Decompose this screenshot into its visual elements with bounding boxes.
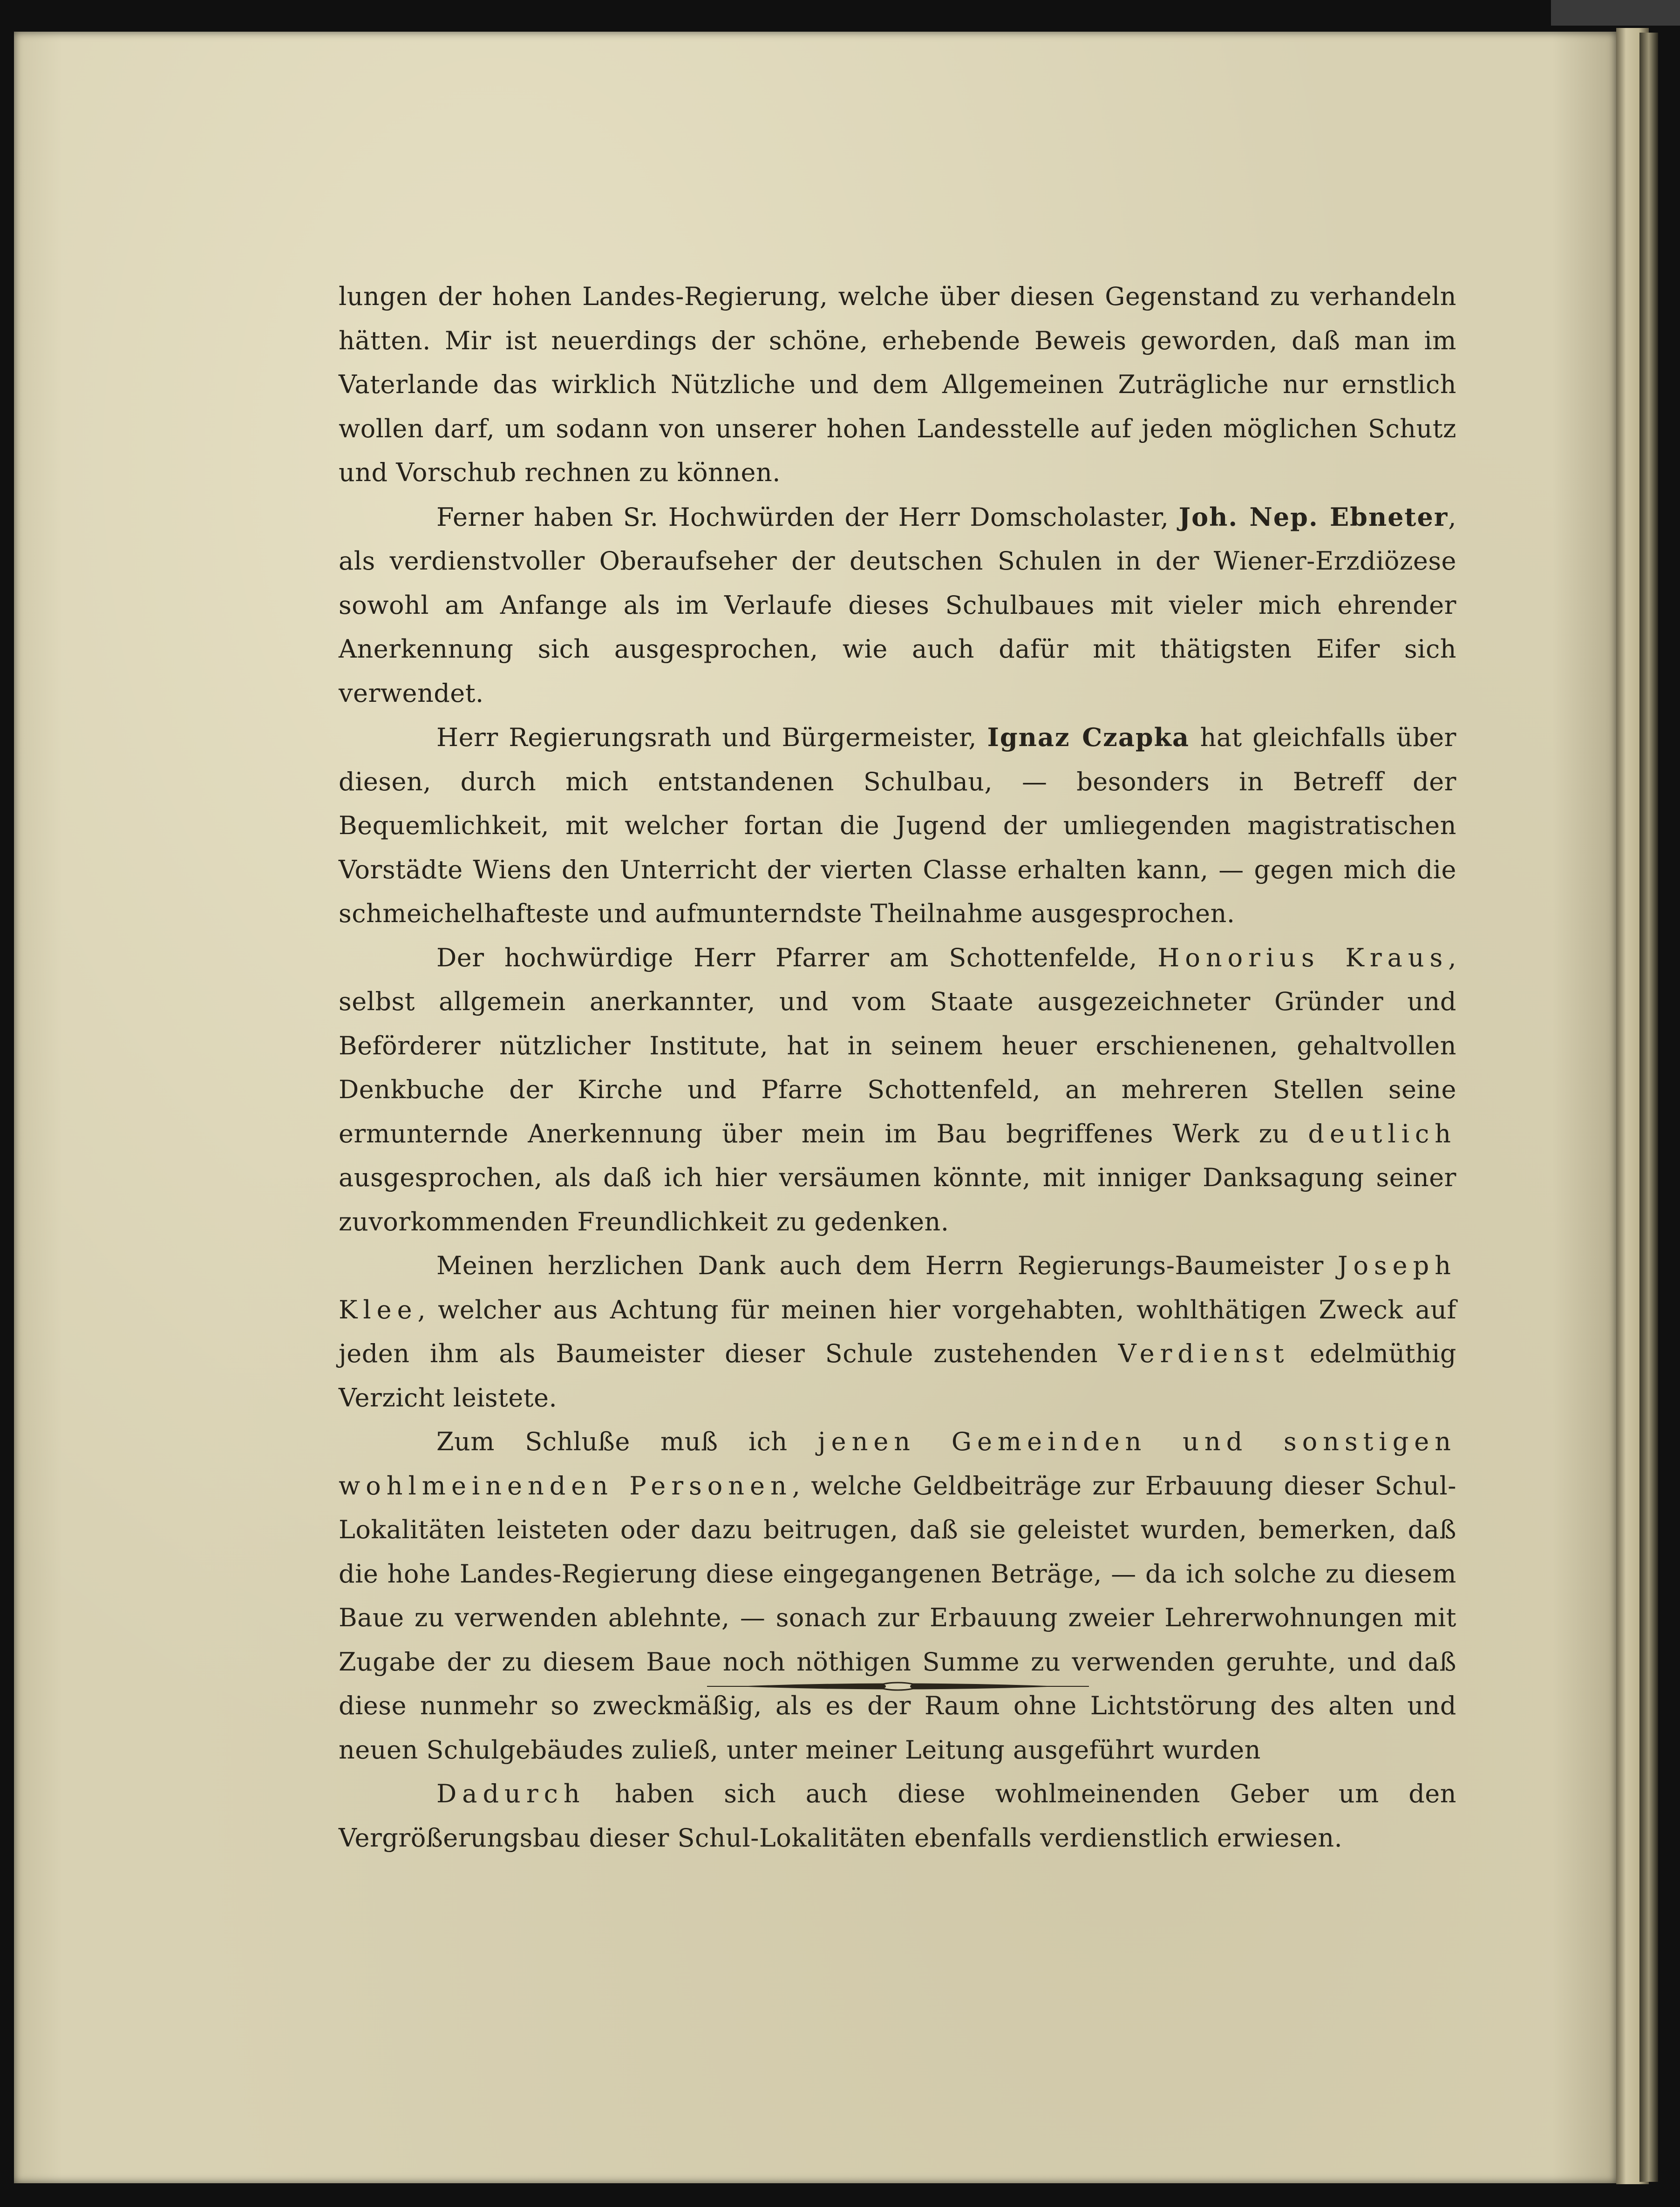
emphasis-deutlich: deutlich	[1308, 1119, 1456, 1148]
body-text	[339, 275, 1456, 1860]
paragraph-3	[339, 715, 1456, 936]
paragraph-5	[339, 1244, 1456, 1420]
paragraph-4-text-start: Der hochwürdige Herr Pfarrer am Schottenfelde,	[436, 943, 1158, 972]
book-spine-edge	[1639, 33, 1658, 2182]
name-kraus: Honorius Kraus	[1157, 943, 1449, 972]
ornamental-rule-left-knot	[873, 1684, 886, 1689]
emphasis-verdienst: Verdienst	[1118, 1339, 1290, 1368]
name-ebneter: Joh. Nep. Ebneter	[1178, 502, 1449, 532]
paragraph-7-text-end: haben sich auch diese wohlmeinenden Geber um den Vergrößerungsbau dieser Schul-Lokalitäten ebenfalls verdienstlich erwiesen.	[339, 1779, 1456, 1853]
paragraph-2-text-start: Ferner haben Sr. Hochwürden der Herr Domscholaster,	[436, 502, 1179, 532]
emphasis-gemeinden: jenen Gemeinden und sonstigen wohlmeinenden Personen	[339, 1427, 1456, 1501]
paragraph-1-text: lungen der hohen Landes-Regierung, welche über diesen Gegenstand zu verhandeln hätten. Mir ist neuerdings der schöne, erhebende Beweis geworden, daß man im Vaterlande das wirklich Nützliche und dem Allgemeinen Zuträgliche nur ernstlich wollen darf, um sodann von unserer hohen Landesstelle auf jeden möglichen Schutz und Vorschub rechnen zu können.	[339, 282, 1456, 487]
paragraph-4-text-end: ausgesprochen, als daß ich hier versäumen könnte, mit inniger Danksagung seiner zuvorkommenden Freundlichkeit zu gedenken.	[339, 1163, 1456, 1236]
name-klee: Joseph Klee	[339, 1251, 1456, 1324]
ornamental-rule-right-knot	[910, 1684, 923, 1689]
ornamental-rule	[707, 1679, 1089, 1693]
paragraph-7	[339, 1772, 1456, 1860]
paragraph-2	[339, 495, 1456, 716]
paragraph-6-text-start: Zum Schluße muß ich	[436, 1427, 818, 1456]
name-czapka: Ignaz Czapka	[987, 722, 1190, 752]
paragraph-4	[339, 936, 1456, 1244]
paragraph-4-text-middle: , selbst allgemein anerkannter, und vom Staate ausgezeichneter Gründer und Beförderer nützlicher Institute, hat in seinem heuer erschienenen, gehaltvollen Denkbuche der Kirche und Pfarre Schottenfeld, an mehreren Stellen seine ermunternde Anerkennung über mein im Bau begriffenes Werk zu	[339, 943, 1456, 1148]
paragraph-5-text-middle: , welcher aus Achtung für meinen hier vorgehabten, wohlthätigen Zweck auf jeden ihm als Baumeister dieser Schule zustehenden	[339, 1295, 1456, 1368]
emphasis-dadurch: Dadurch	[436, 1779, 585, 1808]
paragraph-5-text-end: edelmüthig Verzicht leistete.	[339, 1339, 1457, 1412]
paragraph-3-text-end: hat gleichfalls über diesen, durch mich entstandenen Schulbau, — besonders in Betreff der Bequemlichkeit, mit welcher fortan die Jugend der umliegenden magistratischen Vorstädte Wiens den Unterricht der vierten Classe erhalten kann, — gegen mich die schmeichelhafteste und aufmunterndste Theilnahme ausgesprochen.	[339, 723, 1456, 928]
paragraph-2-text-end: , als verdienstvoller Oberaufseher der deutschen Schulen in der Wiener-Erzdiözese sowohl am Anfange als im Verlaufe dieses Schulbaues mit vieler mich ehrender Anerkennung sich ausgesprochen, wie auch dafür mit thätigsten Eifer sich verwendet.	[339, 502, 1456, 708]
paragraph-6	[339, 1420, 1456, 1772]
paragraph-3-text-start: Herr Regierungsrath und Bürgermeister,	[436, 723, 987, 752]
paragraph-1	[339, 275, 1456, 495]
scan-corner-tab	[1551, 0, 1680, 26]
paragraph-5-text-start: Meinen herzlichen Dank auch dem Herrn Regierungs-Baumeister	[436, 1251, 1338, 1280]
paragraph-6-text-end: , welche Geldbeiträge zur Erbauung dieser Schul-Lokalitäten leisteten oder dazu beitrugen, daß sie geleistet wurden, bemerken, daß die hohe Landes-Regierung diese eingegangenen Beträge, — da ich solche zu diesem Baue zu verwenden ablehnte, — sonach zur Erbauung zweier Lehrerwohnungen mit Zugabe der zu diesem Baue noch nöthigen Summe zu verwenden geruhte, und daß diese nunmehr so zweckmäßig, als es der Raum ohne Lichtstörung des alten und neuen Schulgebäudes zuließ, unter meiner Leitung ausgeführt wurden	[339, 1471, 1456, 1765]
